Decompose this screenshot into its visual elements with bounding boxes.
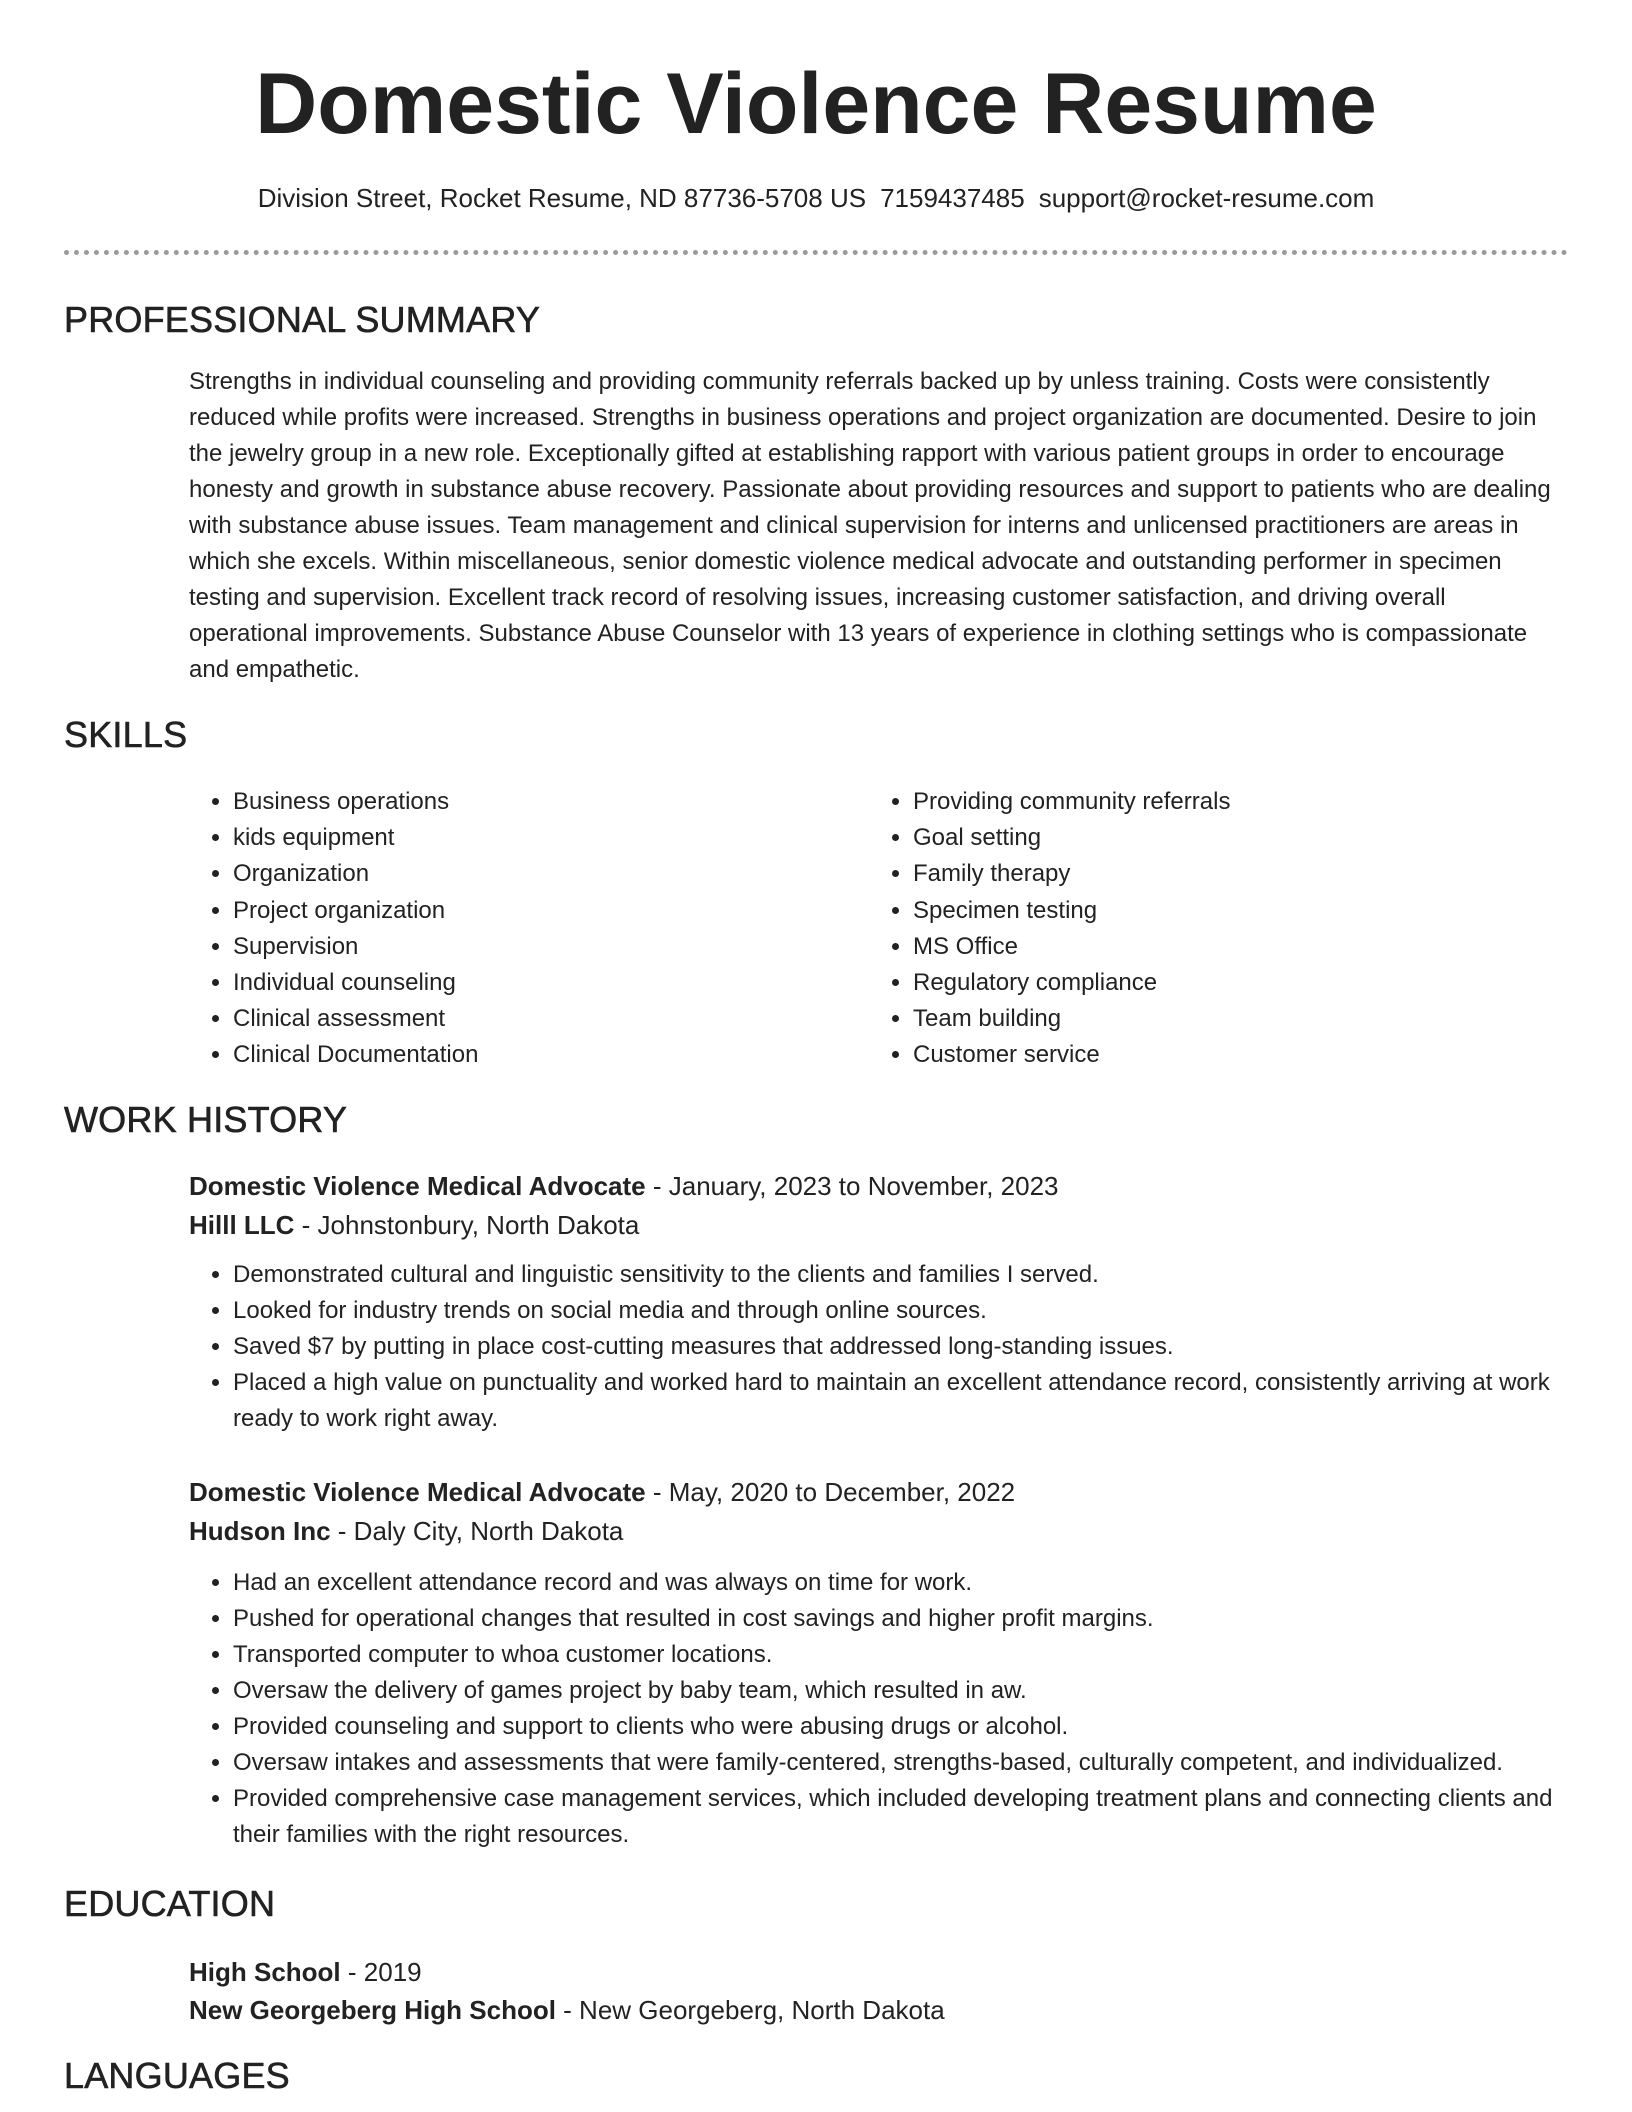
job-bullets: [189, 1565, 1569, 1853]
contact-address: Division Street, Rocket Resume, ND 87736-5708 US: [257, 183, 867, 213]
section-title-work: WORK HISTORY: [64, 1099, 348, 1140]
skill-item: • Providing community referrals: [913, 784, 1230, 820]
skill-item: • kids equipment: [233, 820, 478, 856]
skills-list-left: [189, 784, 478, 1074]
header-divider: [64, 250, 1568, 255]
skill-item: • Family therapy: [913, 856, 1230, 892]
job-dates: - May, 2020 to December, 2022: [645, 1477, 1016, 1507]
job-location: - Johnstonbury, North Dakota: [294, 1210, 640, 1240]
job-title: Domestic Violence Medical Advocate: [189, 1477, 646, 1507]
skill-item: • Clinical assessment: [233, 1001, 478, 1037]
job-bullet: • Provided counseling and support to clients who were abusing drugs or alcohol.: [233, 1709, 1569, 1745]
section-title-summary: PROFESSIONAL SUMMARY: [64, 299, 541, 340]
skill-item: • Individual counseling: [233, 965, 478, 1001]
skill-item: • Regulatory compliance: [913, 965, 1230, 1001]
job-bullet: • Provided comprehensive case management services, which included developing treatment plans and connecting clients and their families with the right resources.: [233, 1781, 1569, 1853]
job-location: - Daly City, North Dakota: [330, 1516, 624, 1546]
skill-item: • Goal setting: [913, 820, 1230, 856]
job-bullet: • Pushed for operational changes that resulted in cost savings and higher profit margins.: [233, 1601, 1569, 1637]
section-title-languages: LANGUAGES: [64, 2055, 290, 2096]
job-bullet: • Oversaw the delivery of games project by baby team, which resulted in aw.: [233, 1673, 1569, 1709]
contact-phone: 7159437485: [880, 183, 1025, 213]
summary-text: Strengths in individual counseling and providing community referrals backed up by unless training. Costs were consistently reduced while profits were increased. Strengths in business operations and project organization are documented. Desire to join the jewelry group in a new role. Exceptionally gifted at establishing rapport with various patient groups in order to encourage honesty and growth in substance abuse recovery. Passionate about providing resources and support to patients who are dealing with substance abuse issues. Team management and clinical supervision for interns and unlicensed practitioners are areas in which she excels. Within miscellaneous, senior domestic violence medical advocate and outstanding performer in specimen testing and supervision. Excellent track record of resolving issues, increasing customer satisfaction, and driving overall operational improvements. Substance Abuse Counselor with 13 years of experience in clothing settings who is compassionate and empathetic.: [189, 368, 1551, 683]
job-company: Hilll LLC: [189, 1210, 295, 1240]
job-bullet: • Saved $7 by putting in place cost-cutting measures that addressed long-standing issues.: [233, 1329, 1569, 1365]
job-dates: - January, 2023 to November, 2023: [645, 1171, 1059, 1201]
job-bullet: • Looked for industry trends on social media and through online sources.: [233, 1293, 1569, 1329]
job-company-line: [189, 1512, 1569, 1551]
job-bullet: • Placed a high value on punctuality and worked hard to maintain an excellent attendance record, consistently arriving at work ready to work right away.: [233, 1365, 1569, 1437]
contact-email: support@rocket-resume.com: [1038, 183, 1375, 213]
skill-item: • Supervision: [233, 929, 478, 965]
job-entry: [189, 1473, 1569, 1853]
job-bullet: • Had an excellent attendance record and was always on time for work.: [233, 1565, 1569, 1601]
job-title-line: [189, 1473, 1569, 1512]
job-title-line: [189, 1167, 1569, 1206]
section-title-skills: SKILLS: [64, 714, 188, 755]
education-location: - New Georgeberg, North Dakota: [555, 1995, 945, 2025]
job-bullet: • Transported computer to whoa customer locations.: [233, 1637, 1569, 1673]
skill-item: • Customer service: [913, 1037, 1230, 1073]
job-bullet: • Oversaw intakes and assessments that were family-centered, strengths-based, culturally competent, and individualized.: [233, 1745, 1569, 1781]
job-bullet: • Demonstrated cultural and linguistic sensitivity to the clients and families I served.: [233, 1257, 1569, 1293]
section-title-education: EDUCATION: [64, 1883, 276, 1924]
education-school-line: [189, 1991, 1569, 2029]
skill-item: • Organization: [233, 856, 478, 892]
job-bullets: [189, 1257, 1569, 1437]
skill-item: • Project organization: [233, 893, 478, 929]
education-school: New Georgeberg High School: [189, 1995, 556, 2025]
skill-item: • Clinical Documentation: [233, 1037, 478, 1073]
job-company: Hudson Inc: [189, 1516, 331, 1546]
job-title: Domestic Violence Medical Advocate: [189, 1171, 646, 1201]
skill-item: • Specimen testing: [913, 893, 1230, 929]
education-entry: [189, 1953, 1569, 2029]
education-degree: High School: [189, 1957, 341, 1987]
skills-list-right: [869, 784, 1230, 1074]
education-year: - 2019: [340, 1957, 422, 1987]
skill-item: • Team building: [913, 1001, 1230, 1037]
education-degree-line: [189, 1953, 1569, 1991]
contact-line: [0, 180, 1632, 216]
job-entry: [189, 1167, 1569, 1437]
resume-title: Domestic Violence Resume: [255, 56, 1377, 152]
job-company-line: [189, 1206, 1569, 1245]
skill-item: • MS Office: [913, 929, 1230, 965]
skill-item: • Business operations: [233, 784, 478, 820]
